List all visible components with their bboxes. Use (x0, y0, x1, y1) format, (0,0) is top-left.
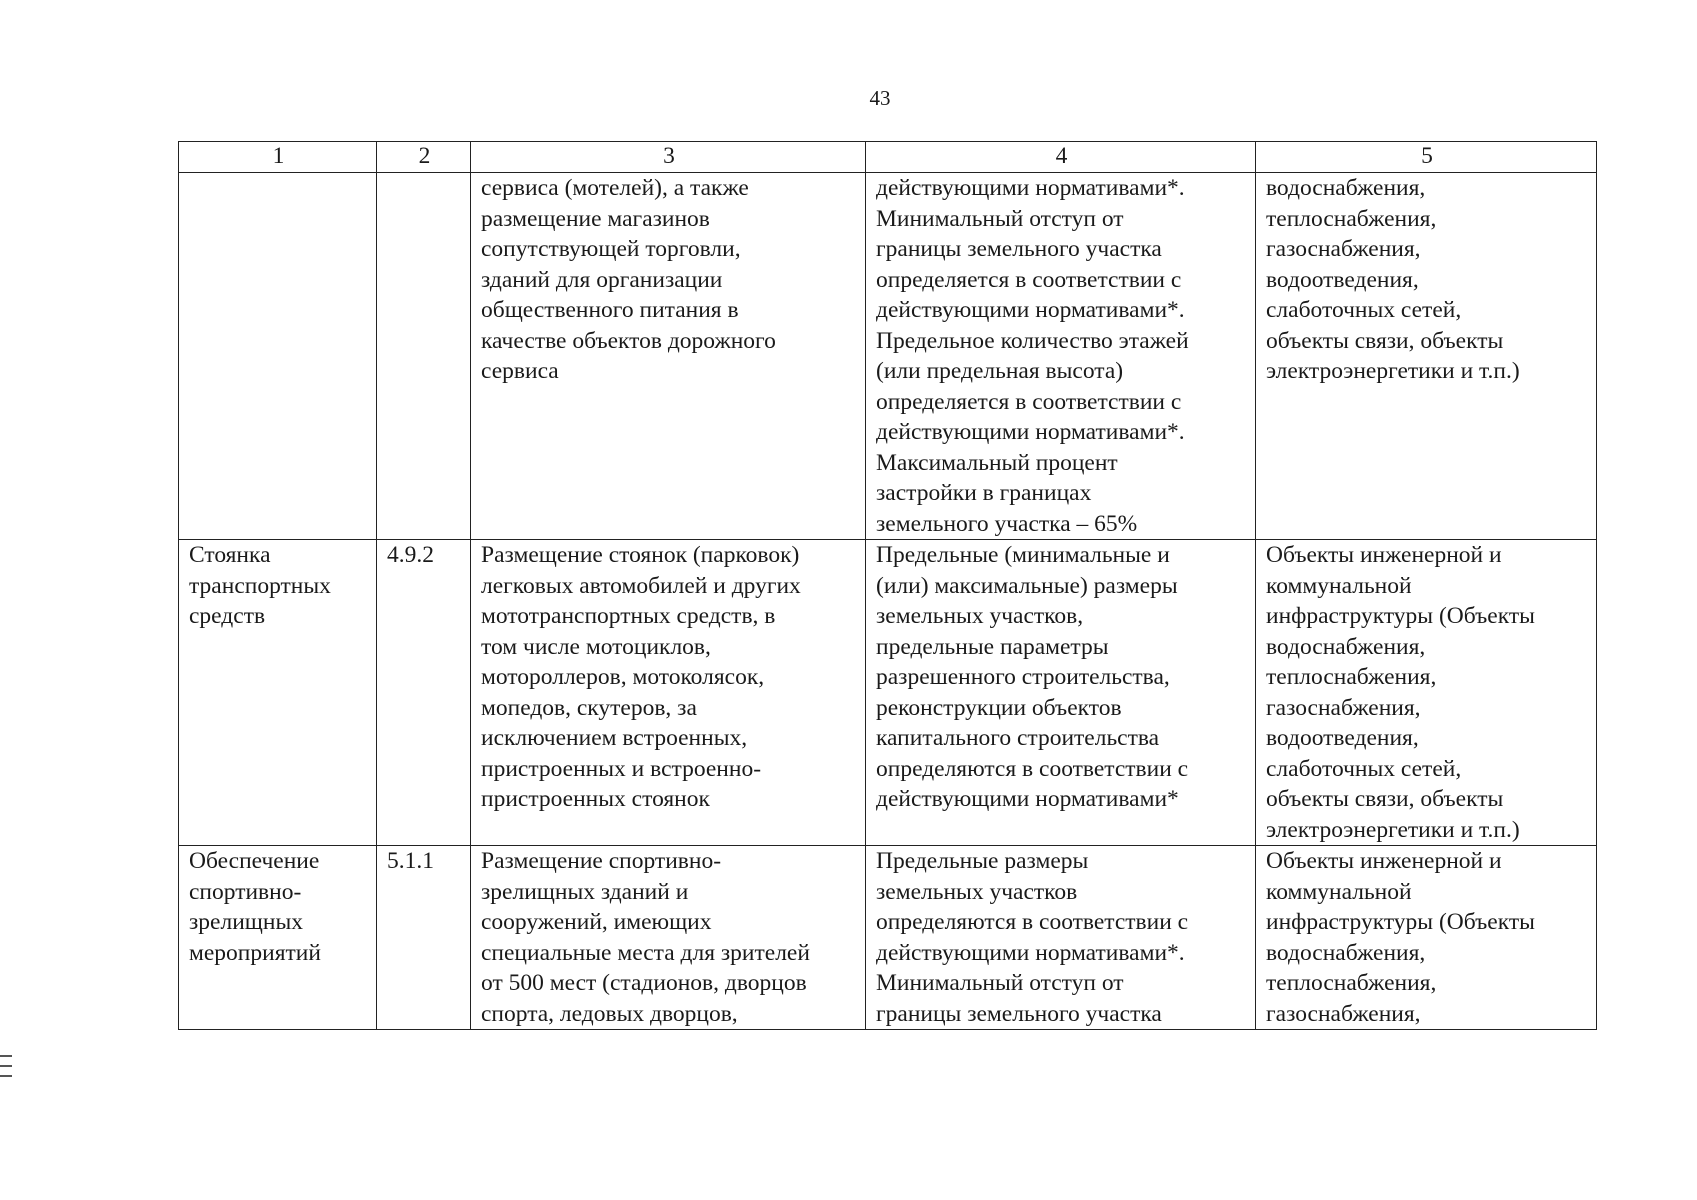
parameters-cell: Предельные (минимальные и (или) максимальные) размеры земельных участков, предельные параметры разрешенного строительства, реконструкции объектов капитального строительства определяются в соответствии с действующими нормативами* (866, 540, 1256, 846)
use-name-cell: Стоянка транспортных средств (179, 540, 377, 846)
auxiliary-uses-cell: Объекты инженерной и коммунальной инфраструктуры (Объекты водоснабжения, теплоснабжения, газоснабжения, (1256, 846, 1597, 1030)
page-number: 43 (869, 86, 891, 110)
use-description-cell: сервиса (мотелей), а также размещение магазинов сопутствующей торговли, зданий для организации общественного питания в качестве объектов дорожного сервиса (471, 173, 866, 540)
use-description-cell: Размещение стоянок (парковок) легковых автомобилей и других мототранспортных средств, в том числе мотоциклов, мотороллеров, мотоколясок, мопедов, скутеров, за исключением встроенных, пристроенных и встроенно- пристроенных стоянок (471, 540, 866, 846)
binding-margin-marks (0, 1055, 12, 1085)
column-header-2: 2 (377, 142, 471, 173)
table-header-row (179, 142, 1597, 173)
margin-mark (0, 1075, 12, 1077)
parameters-cell: Предельные размеры земельных участков определяются в соответствии с действующими нормативами*. Минимальный отступ от границы земельного участка (866, 846, 1256, 1030)
margin-mark (0, 1055, 12, 1057)
parameters-cell: действующими нормативами*. Минимальный отступ от границы земельного участка определяется в соответствии с действующими нормативами*. Предельное количество этажей (или предельная высота) определяется в соответствии с действующими нормативами*. Максимальный процент застройки в границах земельного участка – 65% (866, 173, 1256, 540)
auxiliary-uses-cell: водоснабжения, теплоснабжения, газоснабжения, водоотведения, слаботочных сетей, объекты связи, объекты электроэнергетики и т.п.) (1256, 173, 1597, 540)
use-name-cell: Обеспечение спортивно- зрелищных мероприятий (179, 846, 377, 1030)
use-name-cell (179, 173, 377, 540)
zoning-table (178, 141, 1597, 1030)
auxiliary-uses-cell: Объекты инженерной и коммунальной инфраструктуры (Объекты водоснабжения, теплоснабжения, газоснабжения, водоотведения, слаботочных сетей, объекты связи, объекты электроэнергетики и т.п.) (1256, 540, 1597, 846)
column-header-5: 5 (1256, 142, 1597, 173)
use-code-cell: 4.9.2 (377, 540, 471, 846)
use-description-cell: Размещение спортивно- зрелищных зданий и сооружений, имеющих специальные места для зрителей от 500 мест (стадионов, дворцов спорта, ледовых дворцов, (471, 846, 866, 1030)
use-code-cell: 5.1.1 (377, 846, 471, 1030)
column-header-3: 3 (471, 142, 866, 173)
table-row (179, 540, 1597, 846)
table-row (179, 846, 1597, 1030)
use-code-cell (377, 173, 471, 540)
table-row (179, 173, 1597, 540)
column-header-1: 1 (179, 142, 377, 173)
column-header-4: 4 (866, 142, 1256, 173)
margin-mark (0, 1065, 12, 1067)
